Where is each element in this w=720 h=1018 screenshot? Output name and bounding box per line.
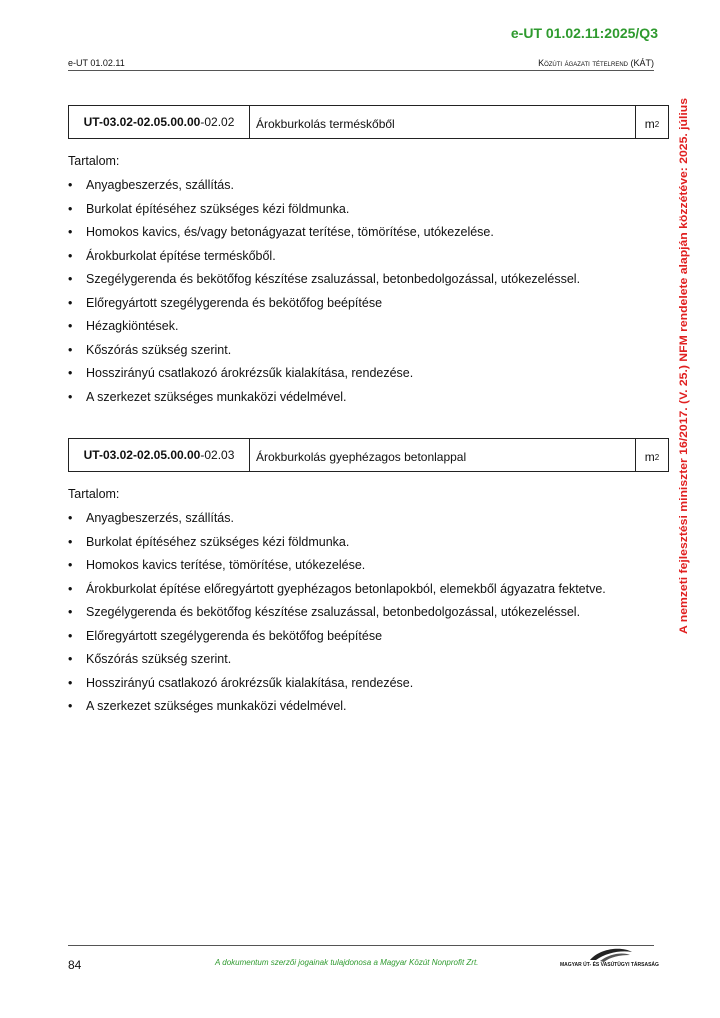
item-code-suffix-2: -02.03 xyxy=(200,448,235,462)
item-unit-2 xyxy=(636,439,668,471)
unit-base-2: m xyxy=(644,450,655,464)
item-code-1 xyxy=(69,106,250,138)
unit-sup-1: 2 xyxy=(654,119,660,129)
item-title-2: Árokburkolás gyephézagos betonlappal xyxy=(250,439,636,471)
item-title-1: Árokburkolás terméskőből xyxy=(250,106,636,138)
list-item: • A szerkezet szükséges munkaközi védelmével. xyxy=(68,699,606,723)
item-code-main-1: UT-03.02-02.05.00.00 xyxy=(83,115,201,129)
list-item: • Kőszórás szükség szerint. xyxy=(68,343,580,367)
logo-swoosh-icon xyxy=(560,944,656,964)
list-item: • Árokburkolat építése előregyártott gyephézagos betonlapokból, elemekből ágyazatra fektetve. xyxy=(68,582,606,606)
list-item: • Szegélygerenda és bekötőfog készítése zsaluzással, betonbedolgozással, utókezeléssel. xyxy=(68,272,580,296)
list-item: • Árokburkolat építése terméskőből. xyxy=(68,249,580,273)
list-item: • Homokos kavics terítése, tömörítése, utókezelése. xyxy=(68,558,606,582)
item-code-suffix-1: -02.02 xyxy=(200,115,235,129)
list-item: • Homokos kavics, és/vagy betonágyazat terítése, tömörítése, utókezelése. xyxy=(68,225,580,249)
list-item: • Anyagbeszerzés, szállítás. xyxy=(68,178,580,202)
list-item: • Szegélygerenda és bekötőfog készítése zsaluzással, betonbedolgozással, utókezeléssel. xyxy=(68,605,606,629)
content-label-1: Tartalom: xyxy=(68,154,120,168)
content-list-2 xyxy=(68,511,606,723)
document-code: e-UT 01.02.11:2025/Q3 xyxy=(510,25,658,41)
logo-text: MAGYAR ÚT- ÉS VASÚTÜGYI TÁRSASÁG xyxy=(560,962,659,968)
unit-base-1: m xyxy=(644,117,655,131)
page-number: 84 xyxy=(68,958,82,972)
item-unit-1 xyxy=(636,106,668,138)
side-note-svg xyxy=(672,96,696,636)
content-list-1 xyxy=(68,178,580,413)
content-label-2: Tartalom: xyxy=(68,487,120,501)
list-item: • Kőszórás szükség szerint. xyxy=(68,652,606,676)
unit-sup-2: 2 xyxy=(654,452,660,462)
list-item: • Hosszirányú csatlakozó árokrézsűk kialakítása, rendezése. xyxy=(68,676,606,700)
list-item: • Burkolat építéséhez szükséges kézi földmunka. xyxy=(68,535,606,559)
list-item: • Hézagkiöntések. xyxy=(68,319,580,343)
society-logo xyxy=(560,944,659,970)
list-item: • A szerkezet szükséges munkaközi védelmével. xyxy=(68,390,580,414)
copyright-note: A dokumentum szerzői jogainak tulajdonosa a Magyar Közút Nonprofit Zrt. xyxy=(215,958,479,967)
list-item: • Előregyártott szegélygerenda és bekötőfog beépítése xyxy=(68,629,606,653)
page-header xyxy=(68,58,654,71)
header-right: Közúti ágazati tételrend (KÁT) xyxy=(538,58,654,68)
header-left: e-UT 01.02.11 xyxy=(68,58,125,68)
item-header-box-2 xyxy=(68,438,669,472)
item-header-box-1 xyxy=(68,105,669,139)
item-code-main-2: UT-03.02-02.05.00.00 xyxy=(83,448,201,462)
list-item: • Hosszirányú csatlakozó árokrézsűk kialakítása, rendezése. xyxy=(68,366,580,390)
side-note xyxy=(672,96,696,636)
list-item: • Előregyártott szegélygerenda és bekötőfog beépítése xyxy=(68,296,580,320)
item-code-2 xyxy=(69,439,250,471)
side-note-text: A nemzeti fejlesztési miniszter 16/2017. (V. 25.) NFM rendelete alapján közzétéve: 2025. július xyxy=(678,150,690,634)
list-item: • Burkolat építéséhez szükséges kézi földmunka. xyxy=(68,202,580,226)
list-item: • Anyagbeszerzés, szállítás. xyxy=(68,511,606,535)
